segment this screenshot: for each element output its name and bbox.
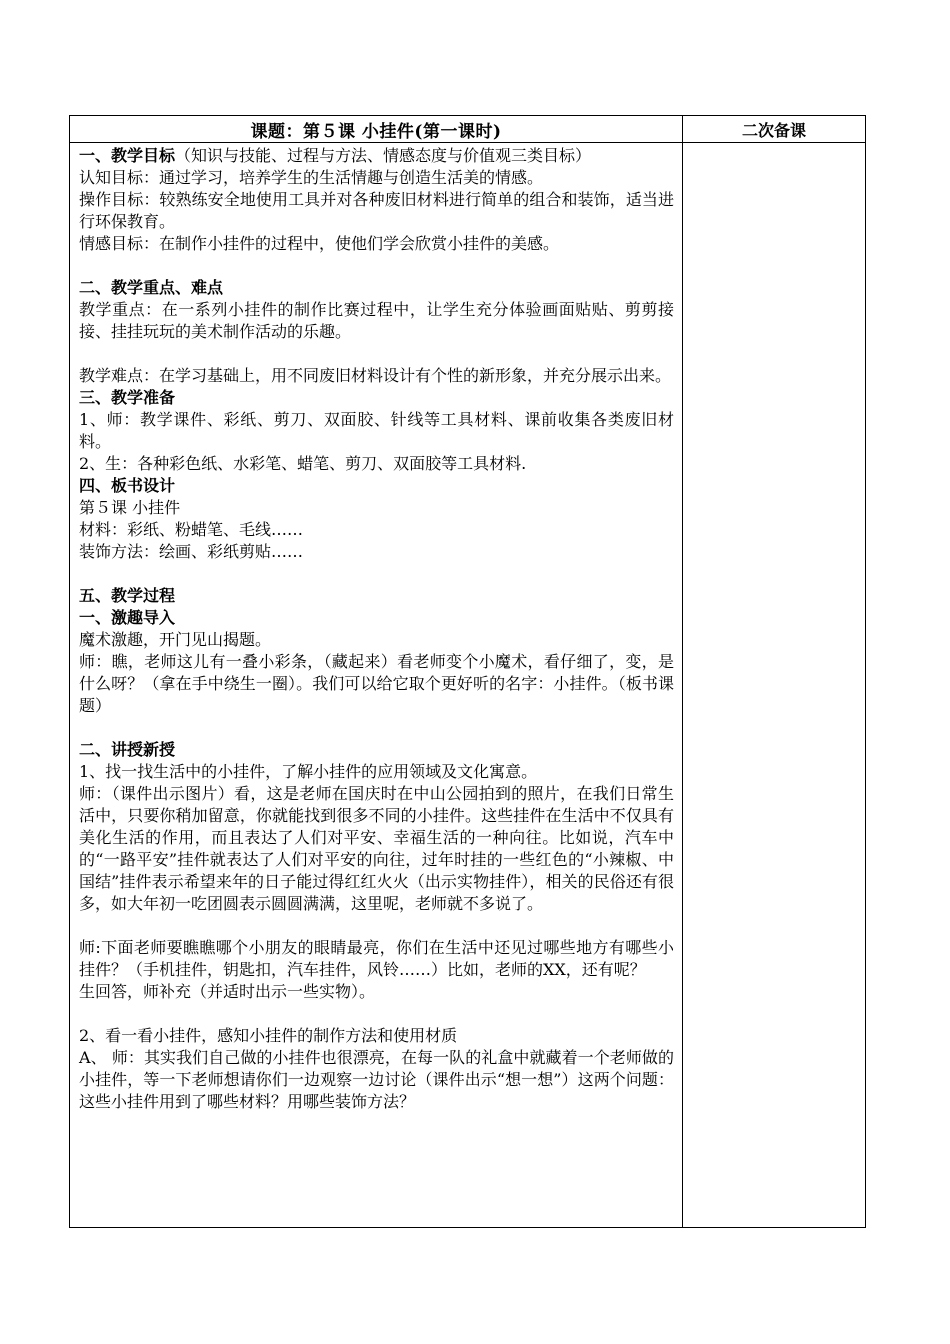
paragraph: 师：（课件出示图片）看，这是老师在国庆时在中山公园拍到的照片，在我们日常生活中，只要你稍加留意，你就能找到很多不同的小挂件。这些挂件在生活中不仅具有美化生活的作用，而且表达了人们对平安、幸福生活的一种向往。比如说，汽车中的“一路平安”挂件就表达了人们对平安的向往，过年时挂的一些红色的“小辣椒、中国结”挂件表示希望来年的日子能过得红红火火（出示实物挂件），相关的民俗还有很多，如大年初一吃团圆表示圆圆满满，这里呢，老师就不多说了。 <box>79 784 674 913</box>
section-heading: 五、教学过程 <box>79 586 176 605</box>
paragraph: 魔术激趣，开门见山揭题。 <box>79 630 272 649</box>
spacer <box>79 563 674 585</box>
second-preparation-column <box>683 143 866 1228</box>
header-row <box>70 116 866 143</box>
spacer <box>79 717 674 739</box>
spacer <box>79 343 674 365</box>
spacer <box>79 915 674 937</box>
lesson-plan-table <box>69 115 866 1228</box>
section-heading: 二、教学重点、难点 <box>79 278 224 297</box>
paragraph: 1、找一找生活中的小挂件，了解小挂件的应用领域及文化寓意。 <box>79 762 538 781</box>
paragraph: 操作目标：较熟练安全地使用工具并对各种废旧材料进行简单的组合和装饰，适当进行环保教育。 <box>79 190 674 231</box>
paragraph: A、 师：其实我们自己做的小挂件也很漂亮，在每一队的礼盒中就藏着一个老师做的小挂件，等一下老师想请你们一边观察一边讨论（课件出示“想一想”）这两个问题：这些小挂件用到了哪些材料？用哪些装饰方法？ <box>79 1048 674 1111</box>
spacer <box>79 1003 674 1025</box>
paragraph: 第５课 小挂件 <box>79 498 181 517</box>
second-preparation-header: 二次备课 <box>683 116 866 143</box>
subsection-heading: 一、激趣导入 <box>79 608 176 627</box>
paragraph: 生回答，师补充（并适时出示一些实物）。 <box>79 982 376 1001</box>
paragraph: 教学重点：在一系列小挂件的制作比赛过程中，让学生充分体验画面贴贴、剪剪接接、挂挂玩玩的美术制作活动的乐趣。 <box>79 300 674 341</box>
subsection-heading: 二、讲授新授 <box>79 740 176 759</box>
section-heading: 一、教学目标 <box>79 146 176 165</box>
paragraph: 2、看一看小挂件，感知小挂件的制作方法和使用材质 <box>79 1026 458 1045</box>
paragraph: 认知目标：通过学习，培养学生的生活情趣与创造生活美的情感。 <box>79 168 544 187</box>
section-heading: 三、教学准备 <box>79 388 176 407</box>
section-objectives <box>79 145 674 167</box>
paragraph: 2、生：各种彩色纸、水彩笔、蜡笔、剪刀、双面胶等工具材料. <box>79 454 527 473</box>
paragraph: 1、师：教学课件、彩纸、剪刀、双面胶、针线等工具材料、课前收集各类废旧材料。 <box>79 410 674 451</box>
paragraph: 教学难点：在学习基础上，用不同废旧材料设计有个性的新形象，并充分展示出来。 <box>79 366 672 385</box>
section-note: （知识与技能、过程与方法、情感态度与价值观三类目标） <box>175 146 592 165</box>
paragraph: 情感目标：在制作小挂件的过程中，使他们学会欣赏小挂件的美感。 <box>79 234 560 253</box>
paragraph: 材料：彩纸、粉蜡笔、毛线…… <box>79 520 304 539</box>
section-heading: 四、板书设计 <box>79 476 176 495</box>
body-row <box>70 143 866 1228</box>
lesson-content <box>70 143 683 1228</box>
spacer <box>79 255 674 277</box>
paragraph: 师:下面老师要瞧瞧哪个小朋友的眼睛最亮，你们在生活中还见过哪些地方有哪些小挂件？（手机挂件，钥匙扣，汽车挂件，风铃……）比如，老师的XX，还有呢？ <box>79 938 674 979</box>
paragraph: 装饰方法：绘画、彩纸剪贴…… <box>79 542 304 561</box>
paragraph: 师：瞧，老师这儿有一叠小彩条，（藏起来）看老师变个小魔术，看仔细了，变，是什么呀？（拿在手中绕生一圈）。我们可以给它取个更好听的名字：小挂件。（板书课题） <box>79 652 674 715</box>
lesson-title: 课题：第５课 小挂件(第一课时) <box>70 116 683 143</box>
